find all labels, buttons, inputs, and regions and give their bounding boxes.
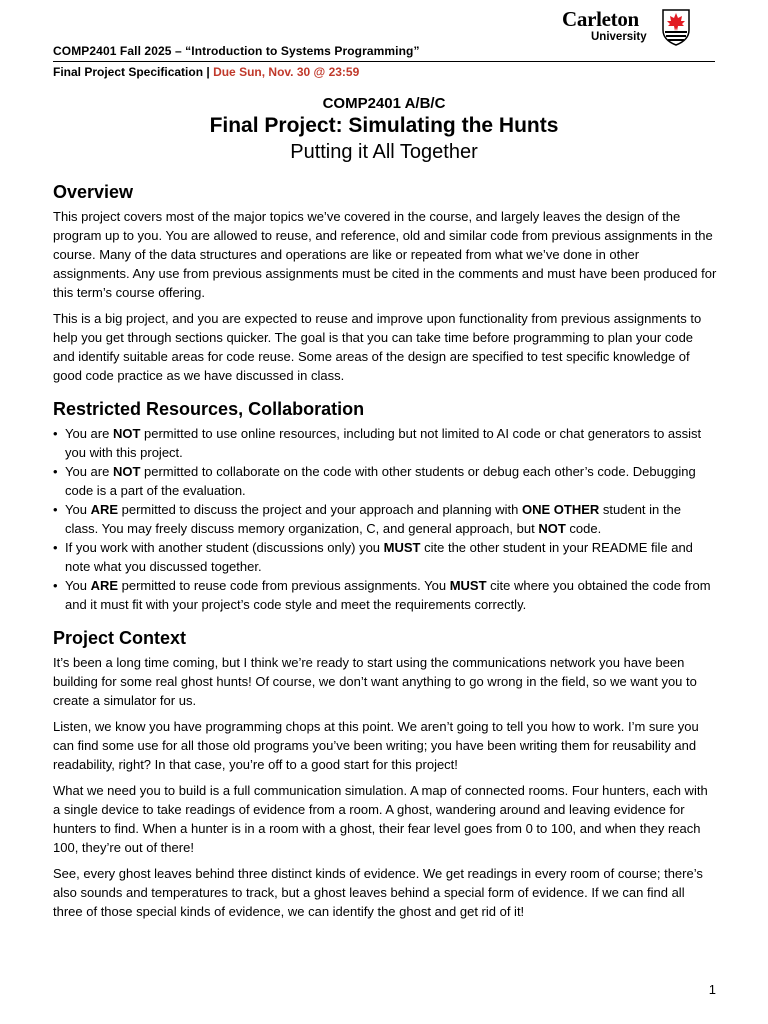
section-heading: Restricted Resources, Collaboration bbox=[53, 399, 365, 419]
bullet-icon: • bbox=[53, 540, 58, 555]
document-body bbox=[53, 180, 717, 928]
spec-label: Final Project Specification | bbox=[53, 65, 214, 79]
logo-university: University bbox=[591, 31, 647, 43]
due-date: Due Sun, Nov. 30 @ 23:59 bbox=[213, 65, 360, 79]
list-item: • You are NOT permitted to collaborate on the code with other students or debug each other’s code. Debugging code is a part of the evaluation. bbox=[53, 464, 696, 498]
section-context bbox=[53, 626, 717, 921]
paragraph: This is a big project, and you are expected to reuse and improve upon functionality from previous assignments to help you get through sections quicker. The goal is that you can take time before programming to plan your code and identify suitable areas for code reuse. Some areas of the design are specified to test specific knowledge of good code practice as we have discussed in class. bbox=[53, 311, 702, 383]
paragraph: See, every ghost leaves behind three distinct kinds of evidence. We get readings in every room of course; there’s also sounds and temperatures to track, but a ghost leaves behind a special form of evidence. If we can find all three of those special kinds of evidence, we can identify the ghost and get rid of it! bbox=[53, 866, 703, 919]
paragraph: It’s been a long time coming, but I think we’re ready to start using the communications network you have been building for some real ghost hunts! Of course, we don’t want anything to go wrong in the field, so we want you to create a simulator for us. bbox=[53, 655, 697, 708]
list-item: • You ARE permitted to reuse code from previous assignments. You MUST cite where you obtained the code from and it must fit with your project’s code style and meet the requirements correctly. bbox=[53, 578, 711, 612]
section-overview bbox=[53, 180, 717, 385]
bullet-icon: • bbox=[53, 502, 58, 517]
shield-icon bbox=[661, 8, 691, 46]
logo-name: Carleton bbox=[562, 7, 639, 31]
section-restricted bbox=[53, 397, 717, 614]
section-heading: Project Context bbox=[53, 628, 187, 648]
list-item: • If you work with another student (discussions only) you MUST cite the other student in your README file and note what you discussed together. bbox=[53, 540, 693, 574]
list-item: • You are NOT permitted to use online resources, including but not limited to AI code or chat generators to assist you with this project. bbox=[53, 426, 702, 460]
project-subtitle: Putting it All Together bbox=[290, 141, 478, 163]
bullet-icon: • bbox=[53, 464, 58, 479]
header-rule bbox=[53, 61, 715, 62]
spec-line bbox=[53, 65, 359, 79]
paragraph: What we need you to build is a full communication simulation. A map of connected rooms. Four hunters, each with a single device to take readings of evidence from a room. A ghost, wandering around and leaving evidence for hunters to find. When a hunter is in a room with a ghost, their fear level goes from 0 to 100, and when they reach 100, they’re out of there! bbox=[53, 783, 708, 855]
bullet-icon: • bbox=[53, 426, 58, 441]
bullet-icon: • bbox=[53, 578, 58, 593]
carleton-logo bbox=[562, 6, 692, 48]
section-heading: Overview bbox=[53, 182, 134, 202]
paragraph: This project covers most of the major topics we’ve covered in the course, and largely leaves the design of the program up to you. You are allowed to reuse, and reference, old and similar code from previous assignments in the course. Many of the data structures and operations are like or repeated from what we’ve done in other assignments. Any use from previous assignments must be cited in the comments and must have been produced for this term’s course offering. bbox=[53, 209, 717, 300]
paragraph: Listen, we know you have programming chops at this point. We aren’t going to tell you how to work. I’m sure you can find some use for all those old programs you’ve been writing; you have been writing them for reusability and readability, right? In that case, you’re off to a good start for this project! bbox=[53, 719, 699, 772]
list-item: • You ARE permitted to discuss the project and your approach and planning with ONE OTHER student in the class. You may freely discuss memory organization, C, and general approach, but NOT code. bbox=[53, 502, 681, 536]
page-number: 1 bbox=[708, 982, 716, 997]
course-header: COMP2401 Fall 2025 – “Introduction to Systems Programming” bbox=[53, 44, 420, 58]
course-code: COMP2401 A/B/C bbox=[322, 95, 446, 112]
rules-list bbox=[53, 424, 717, 614]
project-title: Final Project: Simulating the Hunts bbox=[209, 114, 559, 137]
